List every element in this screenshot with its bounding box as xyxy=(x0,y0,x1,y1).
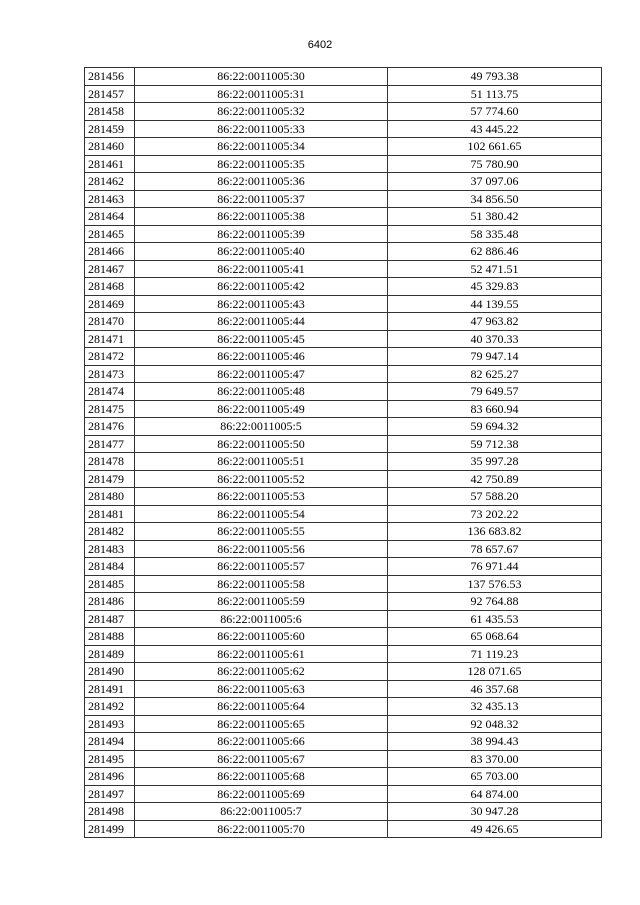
value-cell: 40 370.33 xyxy=(388,330,602,348)
record-number-cell: 281481 xyxy=(85,505,135,523)
record-number-cell: 281494 xyxy=(85,733,135,751)
value-cell: 52 471.51 xyxy=(388,260,602,278)
value-cell: 64 874.00 xyxy=(388,785,602,803)
value-cell: 51 113.75 xyxy=(388,85,602,103)
value-cell: 59 694.32 xyxy=(388,418,602,436)
table-row xyxy=(85,155,602,173)
value-cell: 34 856.50 xyxy=(388,190,602,208)
value-cell: 43 445.22 xyxy=(388,120,602,138)
table-row xyxy=(85,190,602,208)
cadastral-number-cell: 86:22:0011005:34 xyxy=(135,138,388,156)
value-cell: 92 764.88 xyxy=(388,593,602,611)
record-number-cell: 281464 xyxy=(85,208,135,226)
value-cell: 65 068.64 xyxy=(388,628,602,646)
record-number-cell: 281486 xyxy=(85,593,135,611)
cadastral-number-cell: 86:22:0011005:45 xyxy=(135,330,388,348)
table-row xyxy=(85,208,602,226)
value-cell: 49 793.38 xyxy=(388,68,602,86)
record-number-cell: 281471 xyxy=(85,330,135,348)
record-number-cell: 281489 xyxy=(85,645,135,663)
cadastral-number-cell: 86:22:0011005:47 xyxy=(135,365,388,383)
cadastral-number-cell: 86:22:0011005:65 xyxy=(135,715,388,733)
record-number-cell: 281458 xyxy=(85,103,135,121)
table-row xyxy=(85,540,602,558)
table-row xyxy=(85,225,602,243)
record-number-cell: 281497 xyxy=(85,785,135,803)
value-cell: 37 097.06 xyxy=(388,173,602,191)
record-number-cell: 281492 xyxy=(85,698,135,716)
cadastral-number-cell: 86:22:0011005:56 xyxy=(135,540,388,558)
cadastral-number-cell: 86:22:0011005:6 xyxy=(135,610,388,628)
cadastral-number-cell: 86:22:0011005:63 xyxy=(135,680,388,698)
table-row xyxy=(85,733,602,751)
record-number-cell: 281457 xyxy=(85,85,135,103)
record-number-cell: 281491 xyxy=(85,680,135,698)
value-cell: 51 380.42 xyxy=(388,208,602,226)
table-row xyxy=(85,470,602,488)
record-number-cell: 281466 xyxy=(85,243,135,261)
table-row xyxy=(85,453,602,471)
value-cell: 92 048.32 xyxy=(388,715,602,733)
table-row xyxy=(85,400,602,418)
cadastral-number-cell: 86:22:0011005:64 xyxy=(135,698,388,716)
value-cell: 75 780.90 xyxy=(388,155,602,173)
value-cell: 79 947.14 xyxy=(388,348,602,366)
cadastral-number-cell: 86:22:0011005:41 xyxy=(135,260,388,278)
record-number-cell: 281495 xyxy=(85,750,135,768)
table-row xyxy=(85,488,602,506)
record-number-cell: 281482 xyxy=(85,523,135,541)
record-number-cell: 281477 xyxy=(85,435,135,453)
cadastral-number-cell: 86:22:0011005:66 xyxy=(135,733,388,751)
table-row xyxy=(85,593,602,611)
table-row xyxy=(85,628,602,646)
cadastral-number-cell: 86:22:0011005:35 xyxy=(135,155,388,173)
record-number-cell: 281485 xyxy=(85,575,135,593)
table-row xyxy=(85,120,602,138)
value-cell: 137 576.53 xyxy=(388,575,602,593)
cadastral-number-cell: 86:22:0011005:52 xyxy=(135,470,388,488)
table-row xyxy=(85,365,602,383)
value-cell: 46 357.68 xyxy=(388,680,602,698)
cadastral-number-cell: 86:22:0011005:48 xyxy=(135,383,388,401)
cadastral-number-cell: 86:22:0011005:32 xyxy=(135,103,388,121)
value-cell: 76 971.44 xyxy=(388,558,602,576)
record-number-cell: 281468 xyxy=(85,278,135,296)
record-number-cell: 281469 xyxy=(85,295,135,313)
value-cell: 35 997.28 xyxy=(388,453,602,471)
value-cell: 58 335.48 xyxy=(388,225,602,243)
table-row xyxy=(85,348,602,366)
cadastral-number-cell: 86:22:0011005:30 xyxy=(135,68,388,86)
table-row xyxy=(85,295,602,313)
record-number-cell: 281475 xyxy=(85,400,135,418)
cadastral-number-cell: 86:22:0011005:67 xyxy=(135,750,388,768)
cadastral-number-cell: 86:22:0011005:7 xyxy=(135,803,388,821)
record-number-cell: 281473 xyxy=(85,365,135,383)
value-cell: 57 588.20 xyxy=(388,488,602,506)
table-row xyxy=(85,715,602,733)
cadastral-number-cell: 86:22:0011005:57 xyxy=(135,558,388,576)
table-row xyxy=(85,698,602,716)
cadastral-number-cell: 86:22:0011005:40 xyxy=(135,243,388,261)
table-row xyxy=(85,680,602,698)
value-cell: 38 994.43 xyxy=(388,733,602,751)
cadastral-number-cell: 86:22:0011005:70 xyxy=(135,820,388,838)
table-row xyxy=(85,85,602,103)
cadastral-number-cell: 86:22:0011005:46 xyxy=(135,348,388,366)
table-row xyxy=(85,505,602,523)
value-cell: 45 329.83 xyxy=(388,278,602,296)
value-cell: 47 963.82 xyxy=(388,313,602,331)
value-cell: 44 139.55 xyxy=(388,295,602,313)
cadastral-number-cell: 86:22:0011005:53 xyxy=(135,488,388,506)
cadastral-number-cell: 86:22:0011005:36 xyxy=(135,173,388,191)
cadastral-number-cell: 86:22:0011005:33 xyxy=(135,120,388,138)
value-cell: 82 625.27 xyxy=(388,365,602,383)
record-number-cell: 281459 xyxy=(85,120,135,138)
cadastral-number-cell: 86:22:0011005:50 xyxy=(135,435,388,453)
table-row xyxy=(85,103,602,121)
cadastral-number-cell: 86:22:0011005:43 xyxy=(135,295,388,313)
cadastral-number-cell: 86:22:0011005:42 xyxy=(135,278,388,296)
record-number-cell: 281498 xyxy=(85,803,135,821)
value-cell: 32 435.13 xyxy=(388,698,602,716)
table-row xyxy=(85,523,602,541)
table-row xyxy=(85,803,602,821)
table-row xyxy=(85,330,602,348)
cadastral-number-cell: 86:22:0011005:54 xyxy=(135,505,388,523)
value-cell: 128 071.65 xyxy=(388,663,602,681)
record-number-cell: 281474 xyxy=(85,383,135,401)
record-number-cell: 281467 xyxy=(85,260,135,278)
record-number-cell: 281456 xyxy=(85,68,135,86)
cadastral-number-cell: 86:22:0011005:49 xyxy=(135,400,388,418)
table-row xyxy=(85,645,602,663)
cadastral-number-cell: 86:22:0011005:31 xyxy=(135,85,388,103)
cadastral-number-cell: 86:22:0011005:5 xyxy=(135,418,388,436)
table-row xyxy=(85,750,602,768)
table-row xyxy=(85,663,602,681)
cadastral-number-cell: 86:22:0011005:37 xyxy=(135,190,388,208)
record-number-cell: 281478 xyxy=(85,453,135,471)
cadastral-number-cell: 86:22:0011005:58 xyxy=(135,575,388,593)
record-number-cell: 281465 xyxy=(85,225,135,243)
record-number-cell: 281460 xyxy=(85,138,135,156)
record-number-cell: 281472 xyxy=(85,348,135,366)
cadastral-number-cell: 86:22:0011005:68 xyxy=(135,768,388,786)
record-number-cell: 281488 xyxy=(85,628,135,646)
table-row xyxy=(85,820,602,838)
cadastral-number-cell: 86:22:0011005:62 xyxy=(135,663,388,681)
record-number-cell: 281461 xyxy=(85,155,135,173)
record-number-cell: 281476 xyxy=(85,418,135,436)
table-row xyxy=(85,575,602,593)
value-cell: 62 886.46 xyxy=(388,243,602,261)
cadastral-number-cell: 86:22:0011005:60 xyxy=(135,628,388,646)
record-number-cell: 281483 xyxy=(85,540,135,558)
table-row xyxy=(85,243,602,261)
table-row xyxy=(85,435,602,453)
table-row xyxy=(85,173,602,191)
records-table-body xyxy=(85,68,602,838)
cadastral-number-cell: 86:22:0011005:38 xyxy=(135,208,388,226)
cadastral-number-cell: 86:22:0011005:44 xyxy=(135,313,388,331)
record-number-cell: 281487 xyxy=(85,610,135,628)
record-number-cell: 281496 xyxy=(85,768,135,786)
cadastral-number-cell: 86:22:0011005:39 xyxy=(135,225,388,243)
table-row xyxy=(85,768,602,786)
cadastral-number-cell: 86:22:0011005:69 xyxy=(135,785,388,803)
record-number-cell: 281499 xyxy=(85,820,135,838)
cadastral-number-cell: 86:22:0011005:59 xyxy=(135,593,388,611)
value-cell: 78 657.67 xyxy=(388,540,602,558)
value-cell: 30 947.28 xyxy=(388,803,602,821)
value-cell: 79 649.57 xyxy=(388,383,602,401)
value-cell: 42 750.89 xyxy=(388,470,602,488)
value-cell: 65 703.00 xyxy=(388,768,602,786)
table-row xyxy=(85,610,602,628)
table-row xyxy=(85,383,602,401)
value-cell: 83 370.00 xyxy=(388,750,602,768)
record-number-cell: 281463 xyxy=(85,190,135,208)
table-row xyxy=(85,278,602,296)
value-cell: 71 119.23 xyxy=(388,645,602,663)
record-number-cell: 281493 xyxy=(85,715,135,733)
value-cell: 102 661.65 xyxy=(388,138,602,156)
value-cell: 61 435.53 xyxy=(388,610,602,628)
table-row xyxy=(85,785,602,803)
record-number-cell: 281470 xyxy=(85,313,135,331)
table-row xyxy=(85,260,602,278)
value-cell: 49 426.65 xyxy=(388,820,602,838)
record-number-cell: 281490 xyxy=(85,663,135,681)
record-number-cell: 281480 xyxy=(85,488,135,506)
record-number-cell: 281484 xyxy=(85,558,135,576)
cadastral-number-cell: 86:22:0011005:55 xyxy=(135,523,388,541)
record-number-cell: 281479 xyxy=(85,470,135,488)
value-cell: 73 202.22 xyxy=(388,505,602,523)
table-row xyxy=(85,68,602,86)
page-number: 6402 xyxy=(307,39,333,51)
value-cell: 57 774.60 xyxy=(388,103,602,121)
value-cell: 59 712.38 xyxy=(388,435,602,453)
value-cell: 83 660.94 xyxy=(388,400,602,418)
table-row xyxy=(85,418,602,436)
cadastral-number-cell: 86:22:0011005:51 xyxy=(135,453,388,471)
table-row xyxy=(85,558,602,576)
record-number-cell: 281462 xyxy=(85,173,135,191)
table-row xyxy=(85,138,602,156)
table-row xyxy=(85,313,602,331)
cadastral-number-cell: 86:22:0011005:61 xyxy=(135,645,388,663)
value-cell: 136 683.82 xyxy=(388,523,602,541)
records-table xyxy=(84,67,602,838)
